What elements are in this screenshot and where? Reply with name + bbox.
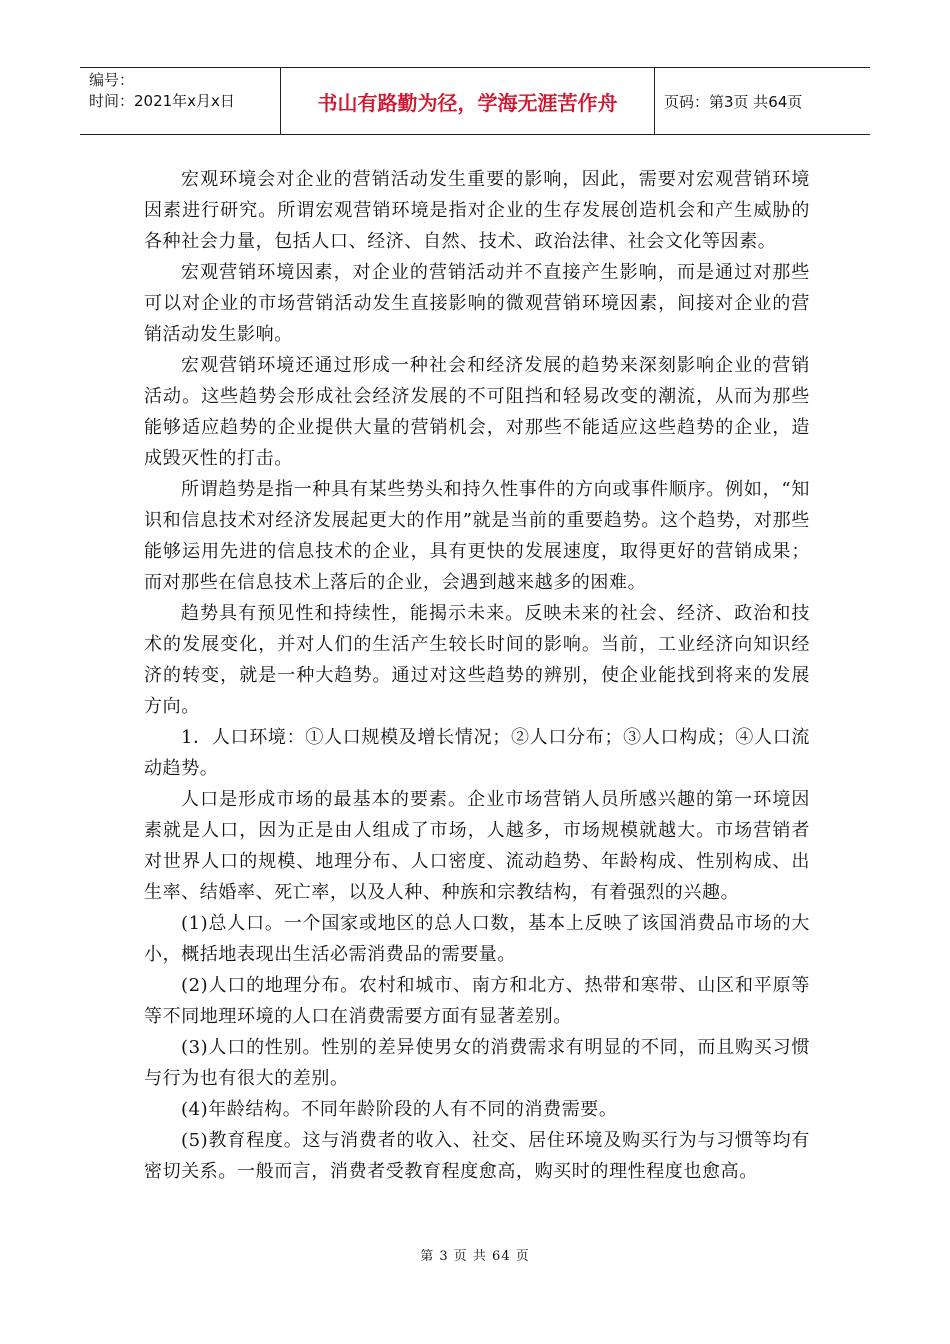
paragraph: (2)人口的地理分布。农村和城市、南方和北方、热带和寒带、山区和平原等等不同地理环境的人口在消费需要方面有显著差别。 [144, 975, 810, 1027]
header-page-info: 页码：第3页 共64页 [664, 92, 803, 111]
document-time-label: 时间：2021年x月x日 [89, 92, 235, 110]
document-number-label: 编号： [89, 71, 135, 89]
paragraph: (4)年龄结构。不同年龄阶段的人有不同的消费需要。 [181, 1099, 618, 1120]
paragraph: 人口是形成市场的最基本的要素。企业市场营销人员所感兴趣的第一环境因素就是人口，因为正是由人组成了市场，人越多，市场规模就越大。市场营销者对世界人口的规模、地理分布、人口密度、流动趋势、年龄构成、性别构成、出生率、结婚率、死亡率，以及人种、种族和宗教结构，有着强烈的兴趣。 [144, 789, 810, 903]
paragraph: 宏观营销环境因素，对企业的营销活动并不直接产生影响，而是通过对那些可以对企业的市场营销活动发生直接影响的微观营销环境因素，间接对企业的营销活动发生影响。 [144, 262, 810, 345]
page-footer: 第 3 页 共 64 页 [420, 1249, 530, 1264]
paragraph: (5)教育程度。这与消费者的收入、社交、居住环境及购买行为与习惯等均有密切关系。一般而言，消费者受教育程度愈高，购买时的理性程度也愈高。 [144, 1130, 810, 1182]
header-table [80, 67, 870, 135]
paragraph: (1)总人口。一个国家或地区的总人口数，基本上反映了该国消费品市场的大小，概括地表现出生活必需消费品的需要量。 [144, 913, 810, 965]
paragraph: (3)人口的性别。性别的差异使男女的消费需求有明显的不同，而且购买习惯与行为也有很大的差别。 [144, 1037, 810, 1089]
paragraph: 所谓趋势是指一种具有某些势头和持久性事件的方向或事件顺序。例如，“知识和信息技术对经济发展起更大的作用”就是当前的重要趋势。这个趋势，对那些能够运用先进的信息技术的企业，具有更快的发展速度，取得更好的营销成果；而对那些在信息技术上落后的企业，会遇到越来越多的困难。 [144, 479, 810, 593]
paragraph: 1．人口环境：①人口规模及增长情况；②人口分布；③人口构成；④人口流动趋势。 [144, 727, 810, 779]
paragraph: 宏观环境会对企业的营销活动发生重要的影响，因此，需要对宏观营销环境因素进行研究。所谓宏观营销环境是指对企业的生存发展创造机会和产生威胁的各种社会力量，包括人口、经济、自然、技术、政治法律、社会文化等因素。 [144, 169, 810, 252]
header-left-cell [80, 68, 280, 134]
paragraph: 趋势具有预见性和持续性，能揭示未来。反映未来的社会、经济、政治和技术的发展变化，并对人们的生活产生较长时间的影响。当前，工业经济向知识经济的转变，就是一种大趋势。通过对这些趋势的辨别，使企业能找到将来的发展方向。 [144, 603, 810, 717]
document-body [144, 164, 810, 1187]
header-motto: 书山有路勤为径，学海无涯苦作舟 [280, 68, 655, 134]
paragraph: 宏观营销环境还通过形成一种社会和经济发展的趋势来深刻影响企业的营销活动。这些趋势会形成社会经济发展的不可阻挡和轻易改变的潮流，从而为那些能够适应趋势的企业提供大量的营销机会，对那些不能适应这些趋势的企业，造成毁灭性的打击。 [144, 355, 810, 469]
